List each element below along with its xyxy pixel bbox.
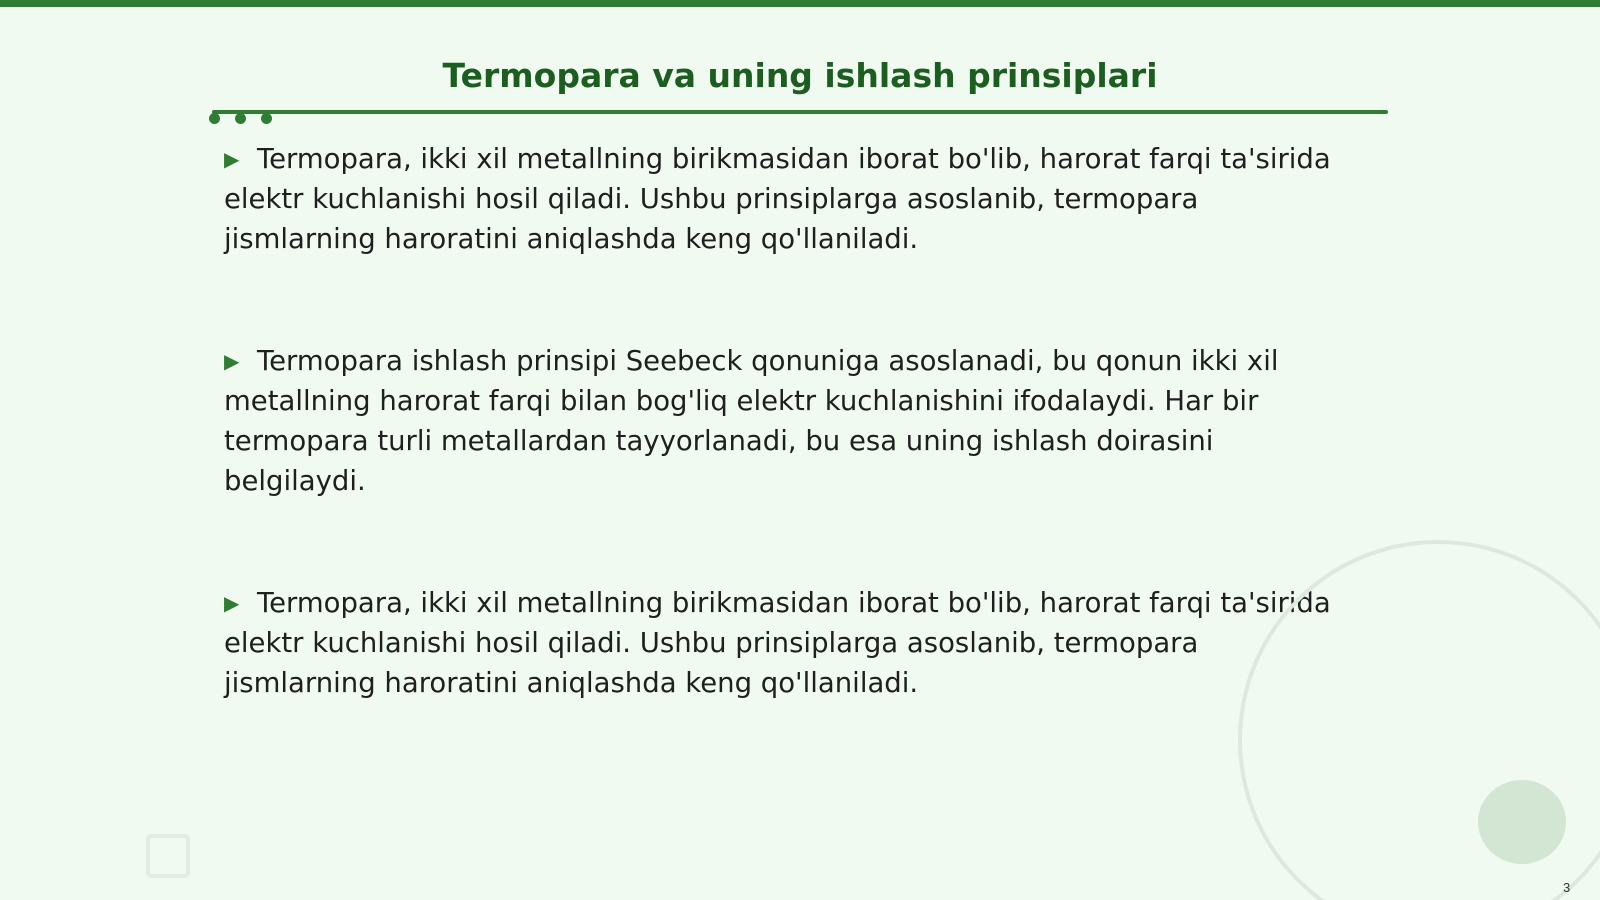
- decorative-dot: [261, 113, 272, 124]
- page-number: 3: [1563, 880, 1571, 895]
- triangle-bullet-icon: ▶: [224, 147, 240, 171]
- slide-title: Termopara va uning ishlash prinsiplari: [442, 56, 1158, 95]
- slide-content: [224, 139, 1354, 785]
- paragraph-text: Termopara, ikki xil metallning birikmasidan iborat bo'lib, harorat farqi ta'sirida elektr kuchlanishi hosil qiladi. Ushbu prinsiplarga asoslanib, termopara jismlarning haroratini aniqlashda keng qo'llaniladi.: [224, 587, 1331, 699]
- paragraph-text: Termopara, ikki xil metallning birikmasidan iborat bo'lib, harorat farqi ta'sirida elektr kuchlanishi hosil qiladi. Ushbu prinsiplarga asoslanib, termopara jismlarning haroratini aniqlashda keng qo'llaniladi.: [224, 143, 1331, 255]
- decorative-circle: [1478, 780, 1566, 864]
- title-underline: [212, 110, 1388, 114]
- triangle-bullet-icon: ▶: [224, 349, 240, 373]
- decorative-square: [146, 834, 190, 878]
- decorative-dot: [235, 113, 246, 124]
- triangle-bullet-icon: ▶: [224, 591, 240, 615]
- bullet-paragraph-2: [224, 341, 1354, 501]
- top-accent-bar: [0, 0, 1600, 7]
- decorative-dot: [209, 113, 220, 124]
- bullet-paragraph-3: [224, 583, 1354, 703]
- paragraph-text: Termopara ishlash prinsipi Seebeck qonuniga asoslanadi, bu qonun ikki xil metallning harorat farqi bilan bog'liq elektr kuchlanishini ifodalaydi. Har bir termopara turli metallardan tayyorlanadi, bu esa uning ishlash doirasini belgilaydi.: [224, 345, 1279, 497]
- bullet-paragraph-1: [224, 139, 1354, 259]
